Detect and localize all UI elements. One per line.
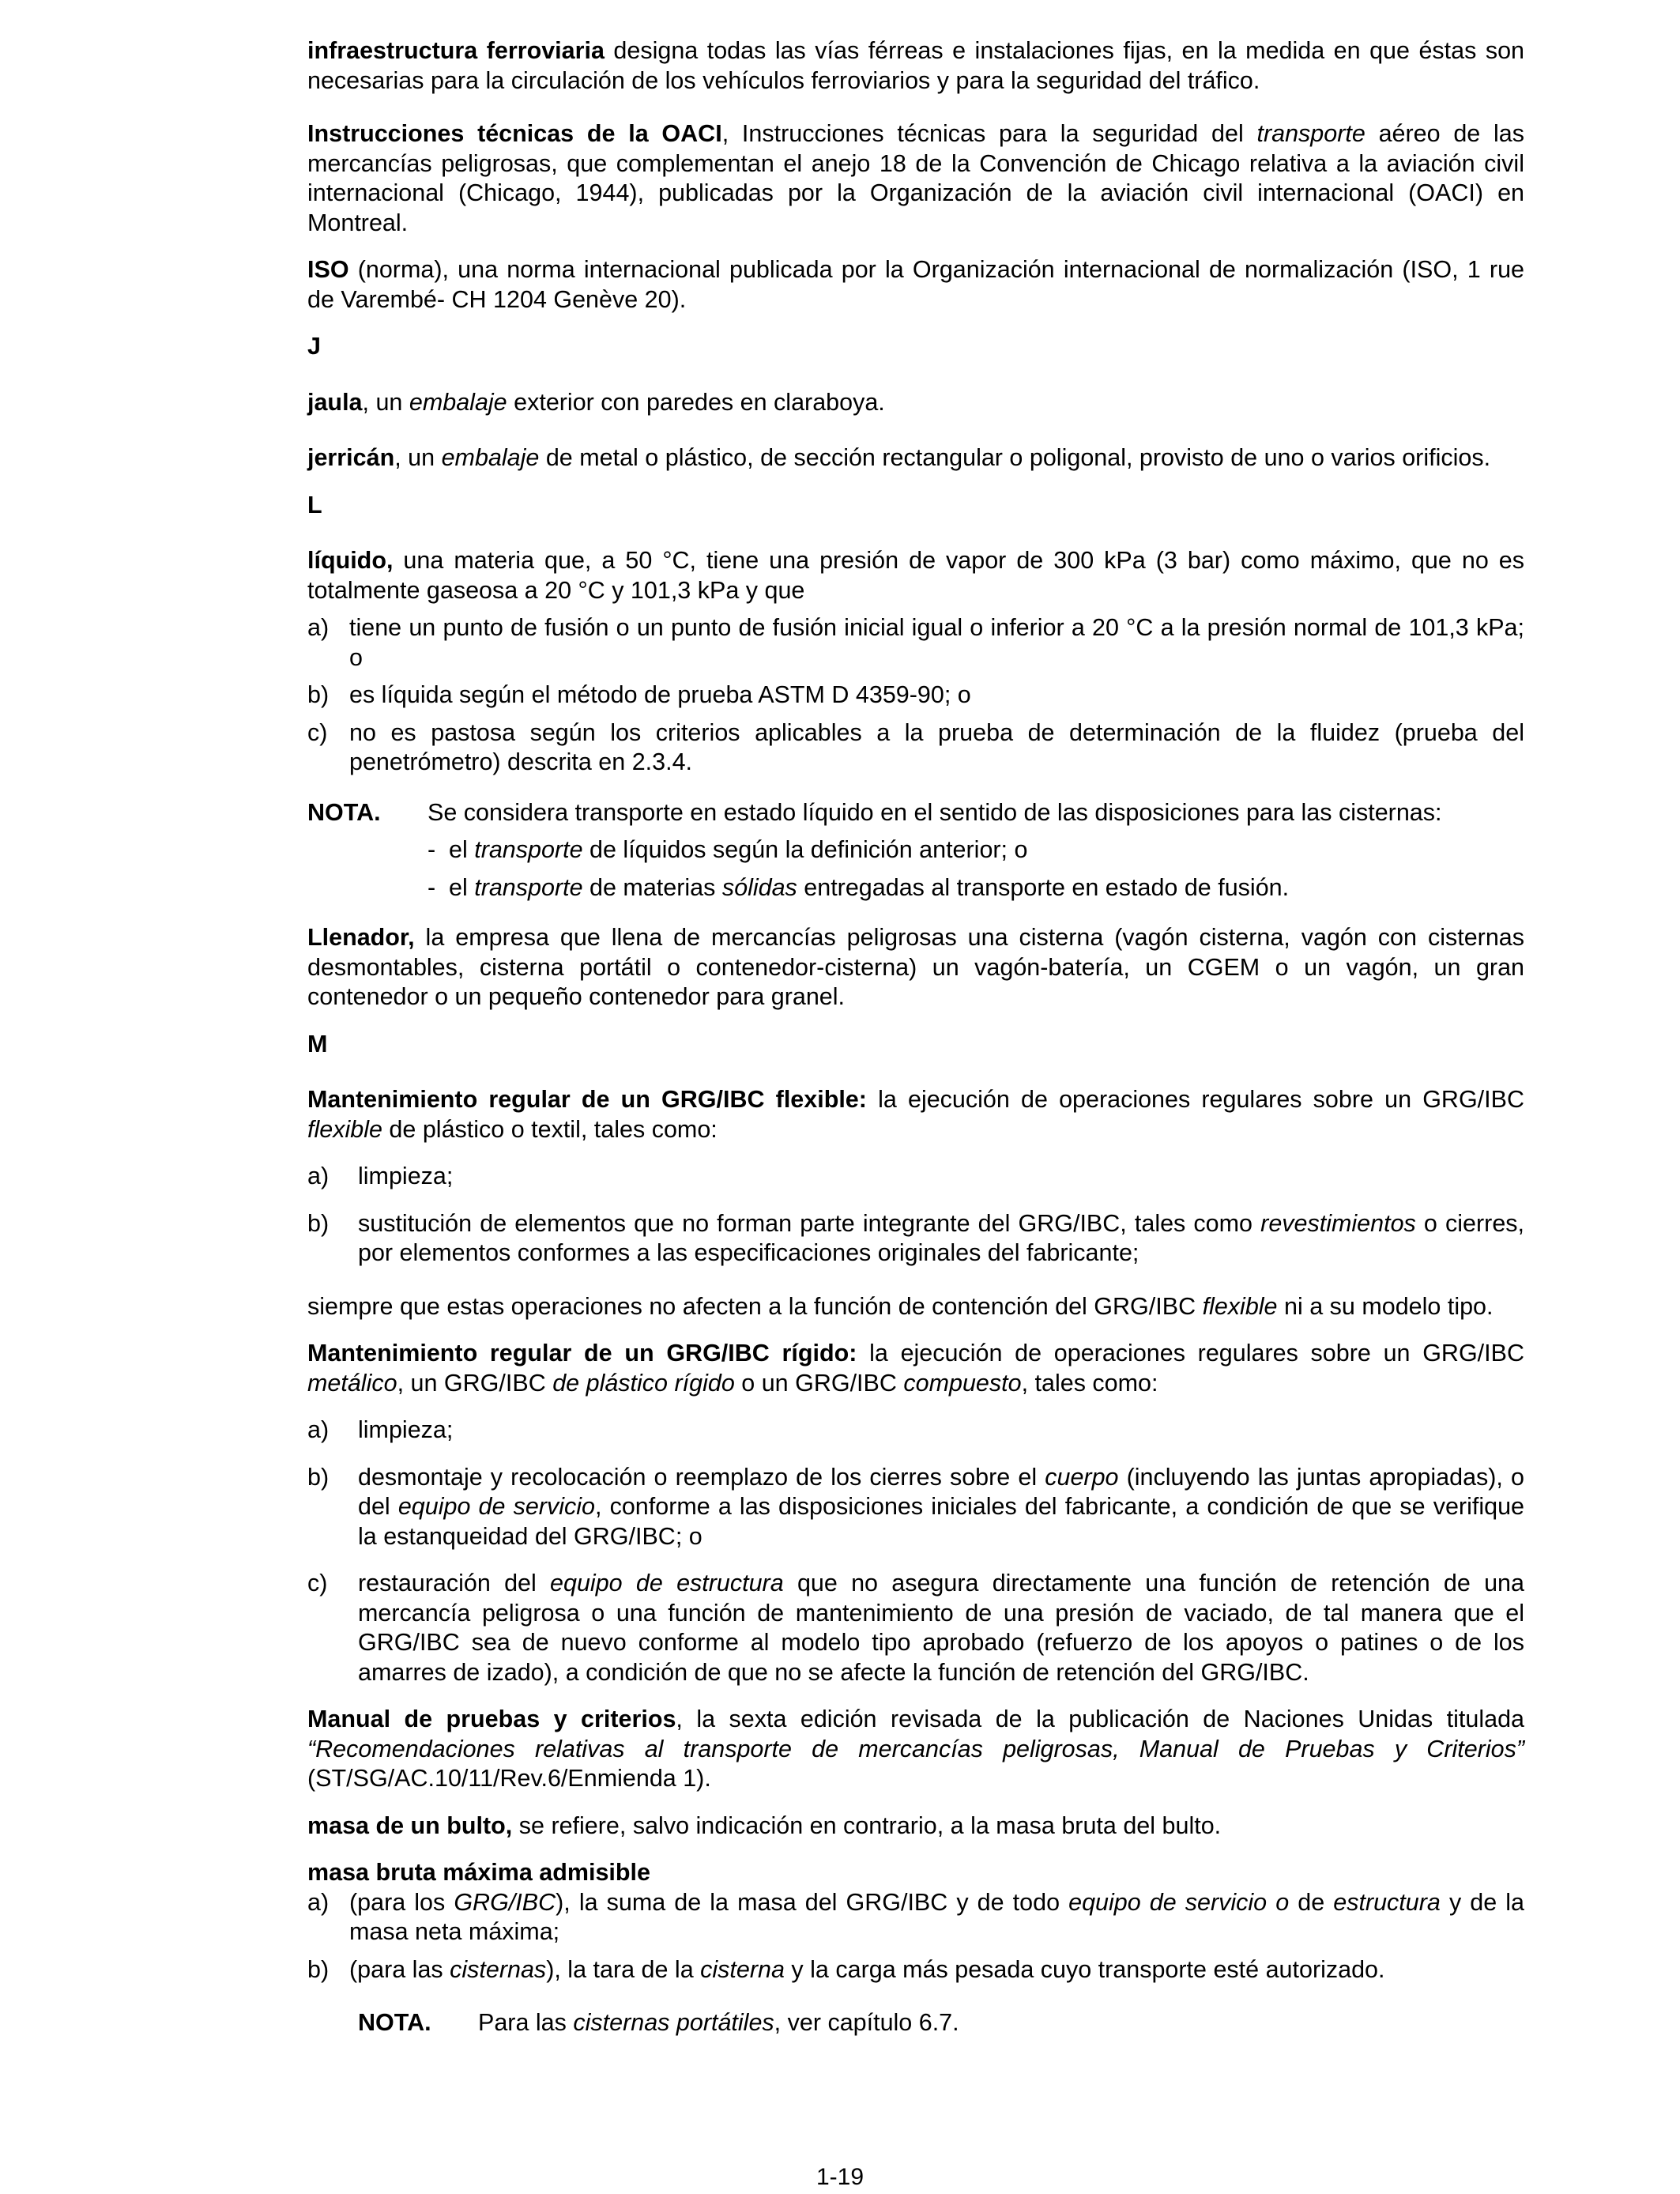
list-item (307, 718, 1524, 778)
term: infraestructura ferroviaria (307, 37, 605, 64)
definition-text: se refiere, salvo indicación en contrario, a la masa bruta del bulto. (512, 1811, 1222, 1839)
list-item (307, 1888, 1524, 1947)
list-item (307, 1955, 1524, 1985)
list-marker: a) (307, 1888, 330, 1916)
term: masa de un bulto, (307, 1811, 513, 1839)
definition-llenador (307, 923, 1524, 1012)
definition-text: , un (362, 388, 409, 416)
list-text: es líquida según el método de prueba ASTM D 4359-90; o (349, 681, 971, 708)
list-text: no es pastosa según los criterios aplicables a la prueba de determinación de la fluidez (prueba del penetrómetro) descrita en 2.3.4. (349, 718, 1524, 775)
definition-liquido (307, 546, 1524, 605)
note-text: Para las cisternas portátiles, ver capítulo 6.7. (478, 2009, 959, 2036)
definition-infraestructura-ferroviaria (307, 36, 1524, 96)
definition-text: aéreo de las mercancías peligrosas, que complementan el anejo 18 de la Convención de Chicago relativa a la aviación civil internacional (Chicago, 1944), publicadas por la Organización de la aviación civil internacional (OACI) en Montreal. (307, 120, 1524, 236)
list-text: desmontaje y recolocación o reemplazo de los cierres sobre el cuerpo (incluyendo las juntas apropiadas), o del equipo de servicio, conforme a las disposiciones iniciales del fabricante, a condición de que se verifique la estanqueidad del GRG/IBC; o (358, 1463, 1524, 1550)
dash-text: el transporte de líquidos según la definición anterior; o (449, 836, 1028, 863)
list-text: sustitución de elementos que no forman parte integrante del GRG/IBC, tales como revestimientos o cierres, por elementos conformes a las especificaciones originales del fabricante; (358, 1209, 1524, 1266)
note-dash-item (428, 835, 1524, 865)
defined-term-ref: transporte (1256, 120, 1365, 147)
definition-manual-pruebas: Manual de pruebas y criterios, la sexta edición revisada de la publicación de Naciones Unidas titulada “Recomendaciones relativas al transporte de mercancías peligrosas, Manual de Pruebas y Criterios” (ST/SG/AC.10/11/Rev.6/Enmienda 1). (307, 1706, 1524, 1792)
list-marker: c) (307, 1570, 328, 1596)
list-marker: a) (307, 614, 330, 641)
defined-term-ref: embalaje (441, 444, 540, 471)
list-marker: b) (307, 1955, 330, 1983)
definition-iso (307, 255, 1524, 315)
list-text: limpieza; (358, 1416, 454, 1443)
note-dash-item (428, 873, 1524, 903)
definition-text: la empresa que llena de mercancías peligrosas una cisterna (vagón cisterna, vagón con cisternas desmontables, cisterna portátil o contenedor-cisterna) un vagón-batería, un CGEM o un vagón, un gran contenedor o un pequeño contenedor para granel. (307, 924, 1524, 1010)
term: jerricán (307, 444, 395, 471)
defined-term-ref: embalaje (409, 388, 507, 416)
dash-marker: - (428, 836, 436, 863)
list-marker: a) (307, 1416, 330, 1443)
list-item (307, 680, 1524, 711)
list-text: (para las cisternas), la tara de la cisterna y la carga más pesada cuyo transporte esté autorizado. (349, 1955, 1385, 1983)
definition-mantenimiento-rigido: Mantenimiento regular de un GRG/IBC rígido: la ejecución de operaciones regulares sobre un GRG/IBC metálico, un GRG/IBC de plástico rígido o un GRG/IBC compuesto, tales como: (307, 1340, 1524, 1397)
term: Instrucciones técnicas de la OACI (307, 120, 722, 147)
definition-text: una materia que, a 50 °C, tiene una presión de vapor de 300 kPa (3 bar) como máximo, que no es totalmente gaseosa a 20 °C y 101,3 kPa y que (307, 547, 1524, 604)
definition-text: designa todas las vías férreas e instalaciones fijas, en la medida en que éstas son necesarias para la circulación de los vehículos ferroviarios y para la seguridad del tráfico. (307, 37, 1524, 94)
note-masa-bruta (358, 2008, 1524, 2038)
definition-mantenimiento-flexible: Mantenimiento regular de un GRG/IBC flexible: la ejecución de operaciones regulares sobre un GRG/IBC flexible de plástico o textil, tales como: (307, 1086, 1524, 1143)
list-item (307, 613, 1524, 673)
list-text: (para los GRG/IBC), la suma de la masa del GRG/IBC y de todo equipo de servicio o de estructura y de la masa neta máxima; (349, 1888, 1524, 1945)
list-marker: b) (307, 1209, 330, 1237)
note-label: NOTA. (358, 2009, 431, 2036)
definition-text: , un (394, 444, 442, 471)
list-item (307, 1569, 1524, 1687)
term: jaula (307, 388, 363, 416)
note-label: NOTA. (307, 798, 381, 826)
definition-text: exterior con paredes en claraboya. (507, 388, 885, 416)
list-text: tiene un punto de fusión o un punto de fusión inicial igual o inferior a 20 °C a la presión normal de 101,3 kPa; o (349, 614, 1524, 671)
definition-text: (norma), una norma internacional publicada por la Organización internacional de normalización (ISO, 1 rue de Varembé- CH 1204 Genève 20). (307, 256, 1524, 313)
section-letter-m: M (307, 1030, 328, 1057)
term: ISO (307, 256, 349, 283)
term: masa bruta máxima admisible (307, 1859, 650, 1886)
definition-jerrican (307, 443, 1524, 473)
dash-text: el transporte de materias sólidas entregadas al transporte en estado de fusión. (449, 873, 1290, 901)
list-marker: b) (307, 1463, 330, 1491)
list-marker: c) (307, 718, 328, 746)
definition-instrucciones-oaci (307, 119, 1524, 238)
note-liquido (307, 798, 1524, 828)
list-text: limpieza; (358, 1163, 454, 1189)
note-text: Se considera transporte en estado líquido en el sentido de las disposiciones para las cisternas: (428, 798, 1442, 826)
definition-closing-text: siempre que estas operaciones no afecten a la función de contención del GRG/IBC flexible ni a su modelo tipo. (307, 1292, 1494, 1320)
term: líquido, (307, 547, 394, 574)
term: Manual de pruebas y criterios (307, 1706, 676, 1732)
definition-masa-bulto (307, 1811, 1524, 1842)
list-item (307, 1162, 1524, 1192)
section-letter-l: L (307, 491, 322, 518)
document-page (307, 36, 1524, 2038)
definition-text: , Instrucciones técnicas para la seguridad del (721, 120, 1257, 147)
list-text: restauración del equipo de estructura que no asegura directamente una función de retención de una mercancía peligrosa o una función de mantenimiento de una presión de vaciado, de tal manera que el GRG/IBC sea de nuevo conforme al modelo tipo aprobado (refuerzo de los apoyos o patines o de los amarres de izado), a condición de que no se afecte la función de retención del GRG/IBC. (358, 1570, 1524, 1686)
definition-text: de metal o plástico, de sección rectangular o poligonal, provisto de uno o varios orificios. (539, 444, 1491, 471)
definition-masa-bruta-maxima (307, 1858, 1524, 1888)
list-item (307, 1463, 1524, 1552)
definition-jaula (307, 388, 1524, 418)
list-item (307, 1416, 1524, 1446)
dash-marker: - (428, 873, 436, 901)
term: Mantenimiento regular de un GRG/IBC flexible: (307, 1086, 867, 1113)
list-marker: a) (307, 1163, 330, 1189)
list-marker: b) (307, 681, 330, 708)
term: Llenador, (307, 924, 415, 951)
section-letter-j: J (307, 333, 321, 360)
page-number: 1-19 (816, 2164, 864, 2190)
term: Mantenimiento regular de un GRG/IBC rígido: (307, 1340, 857, 1367)
list-item (307, 1209, 1524, 1269)
